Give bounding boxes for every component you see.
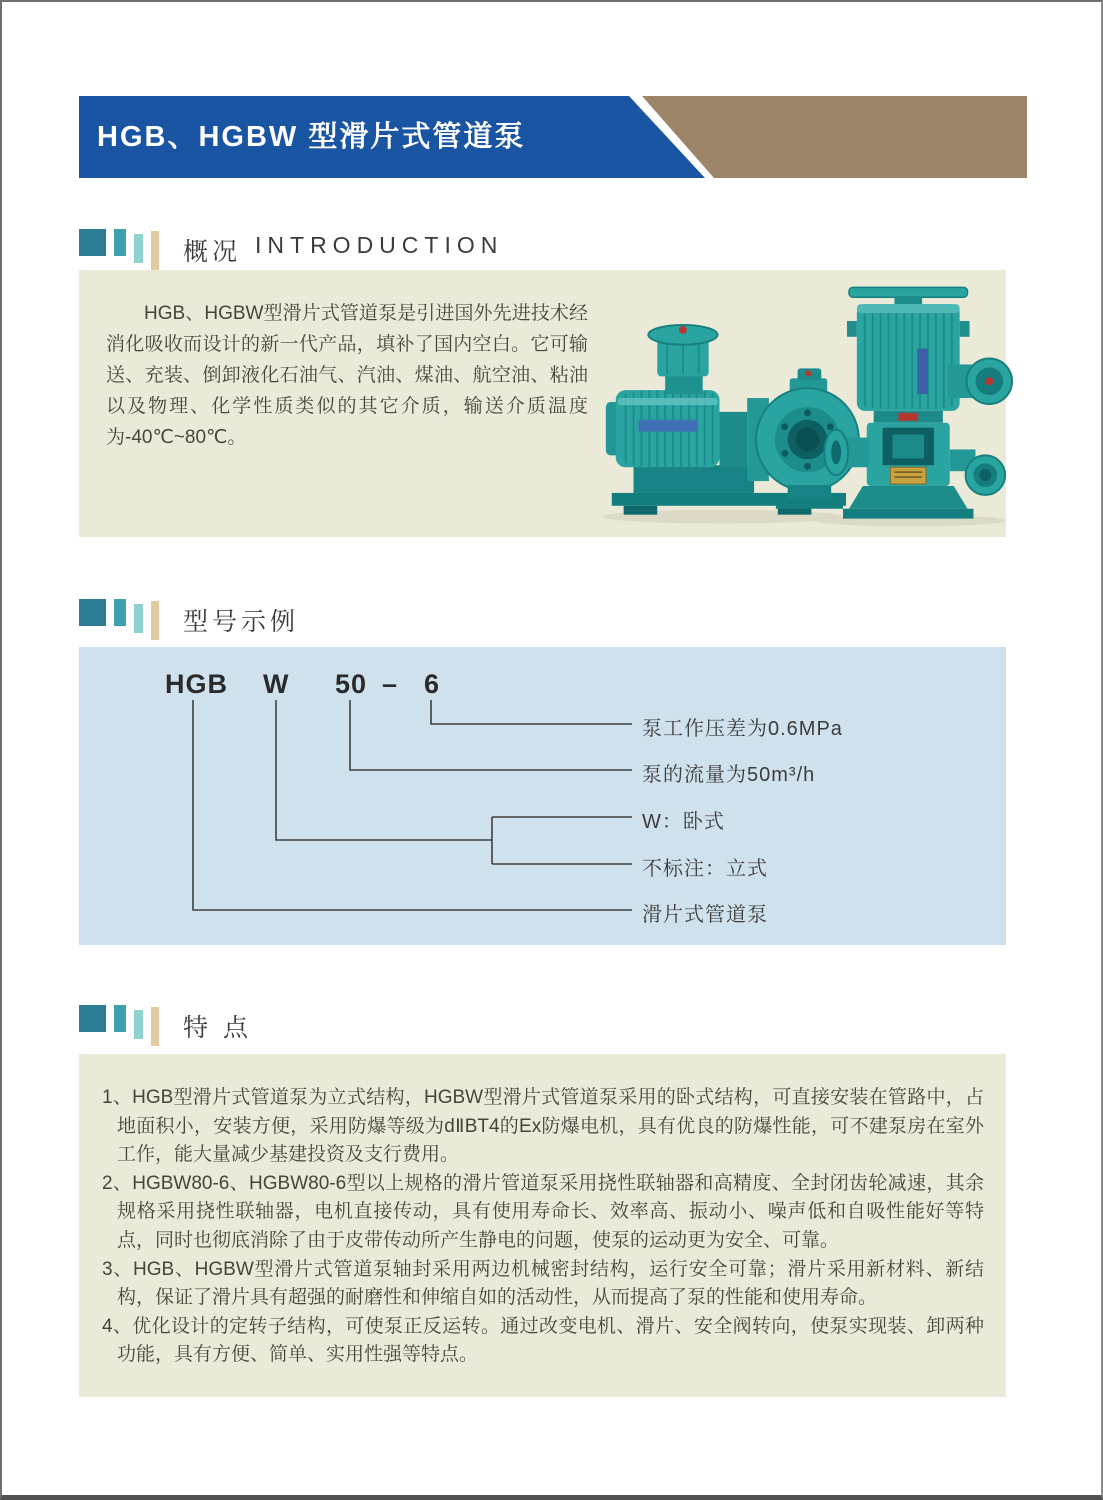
features-panel [79,1054,1006,1397]
label-vertical: 不标注：立式 [642,858,768,880]
intro-panel [79,270,1006,537]
decor-bar-dark-icon [79,599,106,626]
code-dash: – [382,669,399,699]
page-title: HGB、HGBW 型滑片式管道泵 [97,121,526,153]
vertical-pump-illustration [824,287,1012,518]
decor-bar-tan-icon [151,231,159,270]
decor-bar-medium-icon [114,1005,126,1032]
model-connector-lines [79,647,1006,945]
feature-item: 1、HGB型滑片式管道泵为立式结构，HGBW型滑片式管道泵采用的卧式结构，可直接安装在管路中，占地面积小，安装方便，采用防爆等级为dⅡBT4的Ex防爆电机，具有优良的防爆性能，可不建泵房在室外工作，能大量减少基建投资及支行费用。 [102,1087,984,1166]
feature-item: 4、优化设计的定转子结构，可使泵正反运转。通过改变电机、滑片、安全阀转向，使泵实现装、卸两种功能，具有方便、简单、实用性强等特点。 [102,1315,984,1366]
model-heading-zh: 型号示例 [183,608,300,636]
decor-bar-dark-icon [79,1005,106,1032]
decor-bar-medium-icon [114,599,126,626]
label-horizontal: W：卧式 [642,811,725,833]
model-section-header [79,599,299,640]
pump-product-photo [594,272,1014,534]
code-series: HGB [165,669,228,699]
intro-paragraph: HGB、HGBW型滑片式管道泵是引进国外先进技术经消化吸收而设计的新一代产品，填补了国内空白。它可输送、充装、倒卸液化石油气、汽油、煤油、航空油、粘油以及物理、化学性质类似的其它介质，输送介质温度为-40℃~80℃。 [106,303,588,448]
feature-item: 3、HGB、HGBW型滑片式管道泵轴封采用两边机械密封结构，运行安全可靠；滑片采用新材料、新结构，保证了滑片具有超强的耐磨性和伸缩自如的活动性，从而提高了泵的性能和使用寿命。 [102,1258,984,1309]
decor-bar-light-icon [134,1010,143,1039]
intro-heading-en: INTRODUCTION [255,232,504,258]
banner-brown-ribbon [642,96,1027,178]
decor-bar-light-icon [134,604,143,633]
decor-bar-dark-icon [79,229,106,256]
decor-bar-tan-icon [151,601,159,640]
decor-bar-medium-icon [114,229,126,256]
features-section-header [79,1005,252,1046]
code-orientation: W [263,669,290,699]
features-heading-zh: 特 点 [183,1014,252,1042]
model-panel [79,647,1006,945]
decor-bar-tan-icon [151,1007,159,1046]
feature-item: 2、HGBW80-6、HGBW80-6型以上规格的滑片管道泵采用挠性联轴器和高精度、全封闭齿轮减速，其余规格采用挠性联轴器，电机直接传动，具有使用寿命长、效率高、振动小、噪声低和自吸性能好等特点，同时也彻底消除了由于皮带传动所产生静电的问题，使泵的运动更为安全、可靠。 [102,1172,984,1251]
intro-section-header [79,229,503,270]
intro-heading-zh: 概况 [183,238,242,266]
feature-list [102,1084,984,1370]
code-flow: 50 [335,669,368,699]
label-flow: 泵的流量为50m³/h [642,764,816,786]
horizontal-pump-illustration [606,325,859,515]
code-pressure: 6 [424,669,441,699]
label-pump-type: 滑片式管道泵 [642,904,768,926]
decor-bar-light-icon [134,234,143,263]
label-pressure: 泵工作压差为0.6MPa [642,718,843,740]
